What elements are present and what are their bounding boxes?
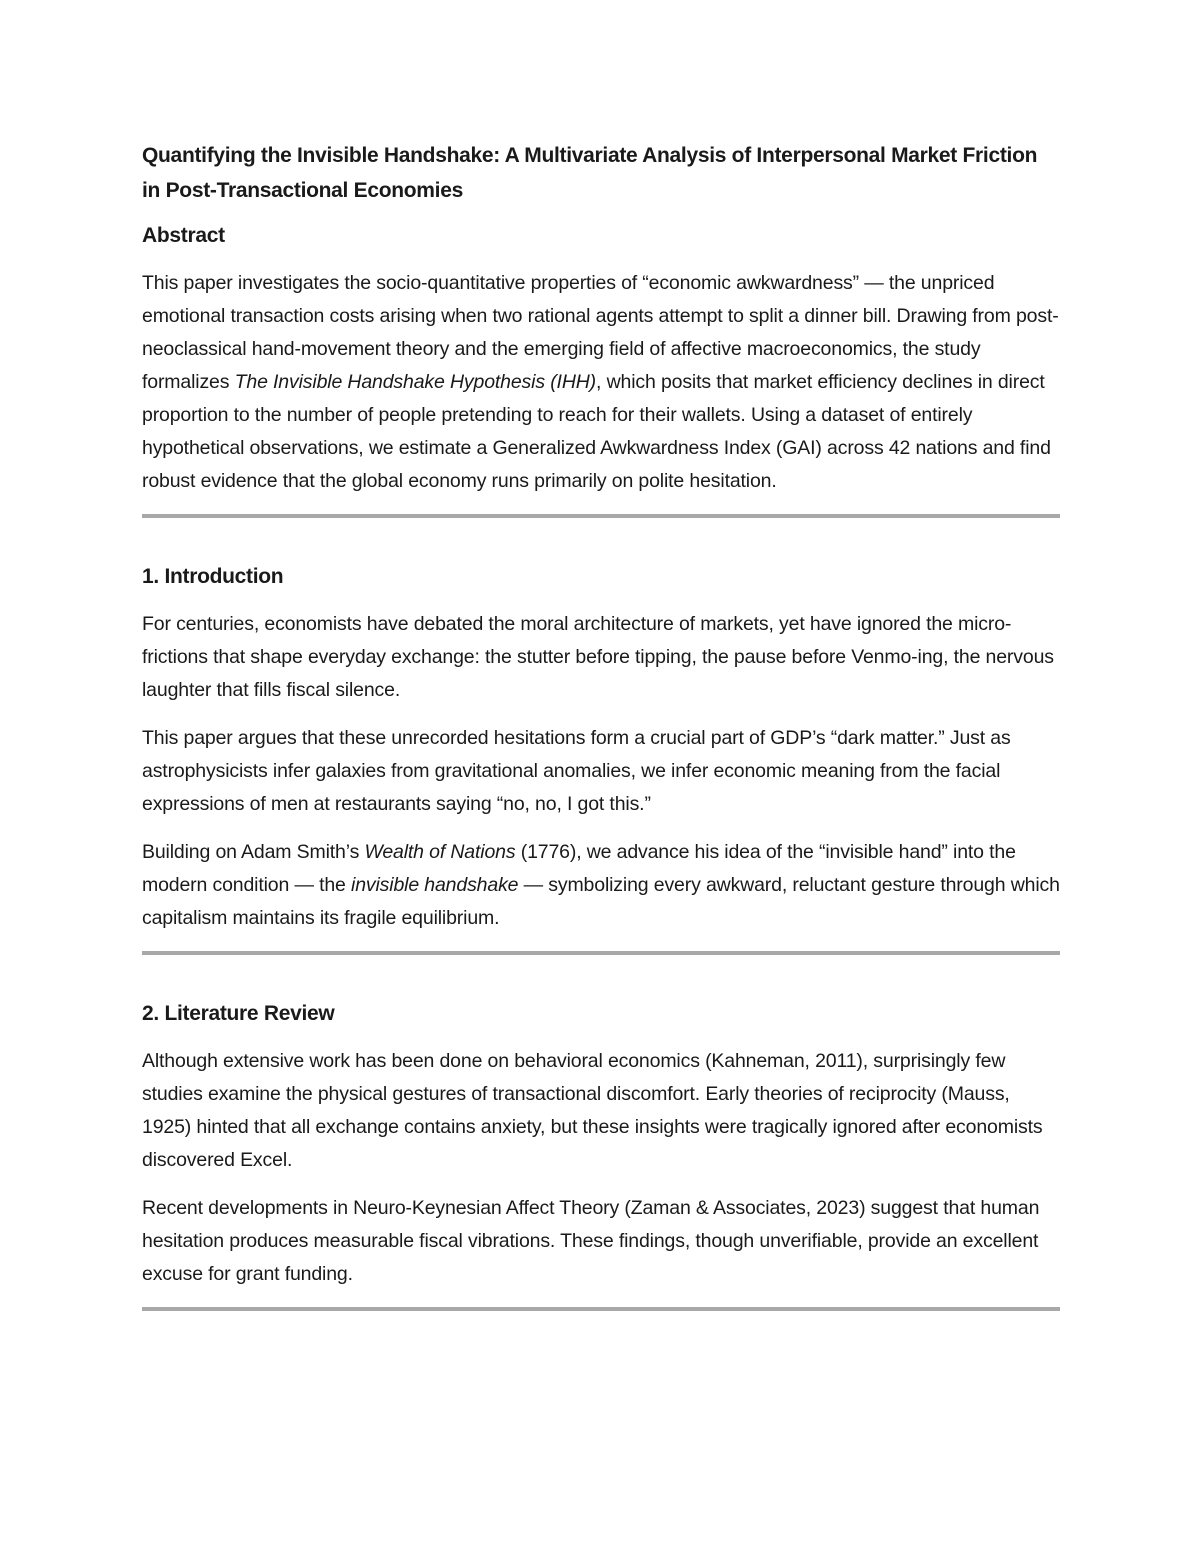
abstract-text-1: This paper investigates the socio-quantitative properties of “economic awkwardness” — the unpriced emotional transaction costs arising when two rational agents attempt to split a dinner bill. Drawing from post-neoclassical hand-movement theory and the emerging field of affective macroeconomics, the study formalizes [142, 272, 1059, 393]
intro-p3-text-3: — symbolizing every awkward, reluctant gesture through which capitalism maintains its fragile equilibrium. [142, 874, 1060, 929]
section-divider-2 [142, 951, 1060, 955]
literature-review-heading: 2. Literature Review [142, 1002, 335, 1025]
introduction-heading: 1. Introduction [142, 565, 284, 588]
literature-paragraph-2: Recent developments in Neuro-Keynesian Affect Theory (Zaman & Associates, 2023) suggest that human hesitation produces measurable fiscal vibrations. These findings, though unverifiable, provide an excellent excuse for grant funding. [142, 1197, 1040, 1285]
abstract-hypothesis-italic: The Invisible Handshake Hypothesis (IHH) [234, 371, 597, 393]
abstract-paragraph [142, 267, 1060, 498]
invisible-handshake-italic: invisible handshake [351, 874, 519, 896]
introduction-paragraph-1: For centuries, economists have debated the moral architecture of markets, yet have ignored the micro-frictions that shape everyday exchange: the stutter before tipping, the pause before Venmo-ing, the nervous laughter that fills fiscal silence. [142, 613, 1054, 701]
paper-title [142, 138, 1060, 208]
section-divider-3 [142, 1307, 1060, 1311]
wealth-of-nations-italic: Wealth of Nations [364, 841, 516, 863]
paper-title-line-1: Quantifying the Invisible Handshake: A Multivariate Analysis of Interpersonal Market Friction [142, 144, 1038, 167]
section-divider-1 [142, 514, 1060, 518]
abstract-heading: Abstract [142, 224, 225, 247]
intro-p3-text-2: (1776), we advance his idea of the “invisible hand” into the modern condition — the [142, 841, 1016, 896]
intro-p3-text-1: Building on Adam Smith’s [142, 841, 365, 863]
paper-title-line-2: in Post-Transactional Economies [142, 179, 463, 202]
introduction-paragraph-2: This paper argues that these unrecorded hesitations form a crucial part of GDP’s “dark matter.” Just as astrophysicists infer galaxies from gravitational anomalies, we infer economic meaning from the facial expressions of men at restaurants saying “no, no, I got this.” [142, 727, 1011, 815]
introduction-paragraph-3 [142, 836, 1060, 935]
literature-paragraph-1: Although extensive work has been done on behavioral economics (Kahneman, 2011), surprisingly few studies examine the physical gestures of transactional discomfort. Early theories of reciprocity (Mauss, 1925) hinted that all exchange contains anxiety, but these insights were tragically ignored after economists discovered Excel. [142, 1050, 1043, 1171]
paper-page [142, 138, 1060, 1311]
abstract-text-2: , which posits that market efficiency declines in direct proportion to the number of people pretending to reach for their wallets. Using a dataset of entirely hypothetical observations, we estimate a Generalized Awkwardness Index (GAI) across 42 nations and find robust evidence that the global economy runs primarily on polite hesitation. [142, 371, 1051, 492]
